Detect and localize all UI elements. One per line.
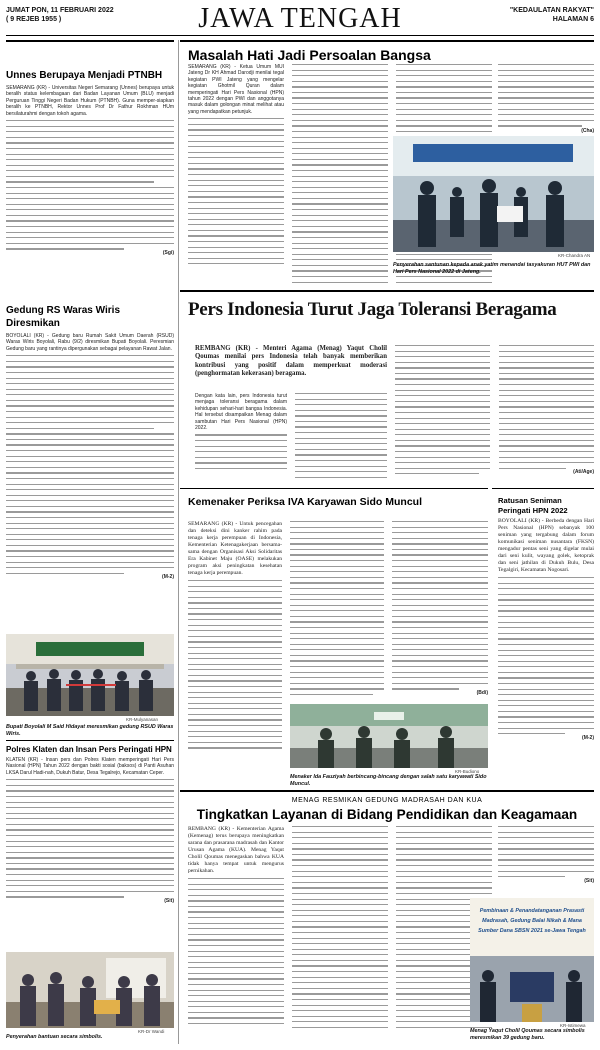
edition-lunar-date: ( 9 REJEB 1955 ) — [6, 16, 62, 23]
photo-rs-waras-wiris — [6, 634, 174, 716]
article-polres-klaten — [6, 740, 174, 904]
body-text-lines — [392, 521, 488, 690]
sido-muncul-col3 — [392, 521, 488, 701]
body-text-lines — [6, 779, 174, 897]
lead-unnes: SEMARANG (KR) - Universitas Negeri Semarang (Unnes) berupaya untuk beralih status kelembagaan dari Badan Layanan Umum (BLU) menjadi Perguruan Tinggi Negeri Badan Hukum (PTNBH). Guna memper-siapkan beralih ke PTNBH, Rektor Unnes Prof Dr Fathur Rokhman HUm bersilaturahmi dengan tokoh agama. — [6, 85, 174, 117]
body-text-lines — [188, 118, 284, 264]
santunan-photo — [393, 136, 594, 252]
photo-credit-sido-muncul: KR-Budiono — [455, 769, 480, 774]
photo-masalah-hati — [393, 136, 594, 252]
sign-sido-muncul: (Bdi) — [476, 689, 488, 696]
photo-credit-madrasah: KR-Istimewa — [560, 1023, 586, 1028]
section-title: JAWA TENGAH — [198, 3, 402, 34]
left-column — [6, 40, 174, 1044]
photo-credit-rs-waras-wiris: KR-Mulyanasan — [126, 717, 159, 722]
edition-date: JUMAT PON, 11 FEBRUARI 2022 — [6, 7, 114, 14]
banner-line-1: Pembinaan & Penandatanganan Prasasti — [479, 908, 585, 914]
article-masalah-hati — [180, 40, 594, 64]
body-text-lines — [295, 393, 387, 478]
photo-madrasah — [470, 898, 594, 1022]
lead-ratusan-seniman: BOYOLALI (KR) - Berbeda dengan Hari Pers Nasional (HPN) sebanyak 100 seniman yang tergabung dalam forum komunikasi seniman nusantara (FKSN) mengadur pentas seni yang digelar mulai dari seni kulit, wayang golek, ketoprak dan seni jathilan di Dukuh Bulu, Desa Tegalgiri, Kecamatan Nogosari. — [498, 518, 594, 573]
madrasah-col2 — [292, 826, 388, 1044]
headline-pers-indonesia: Pers Indonesia Turut Jaga Toleransi Beragama — [188, 299, 557, 320]
caption-madrasah: Menag Yaqut Cholil Qoumas secara simbolis meresmikan 39 gedung baru. — [470, 1028, 585, 1041]
newspaper-tagline: "KEDAULATAN RAKYAT" — [509, 7, 594, 14]
pers-indonesia-body — [195, 393, 387, 485]
sign-polres-klaten: (Sit) — [164, 897, 174, 904]
madrasah-col1 — [188, 826, 284, 1044]
ribbon-cutting-photo — [6, 634, 174, 716]
body-text-lines — [290, 521, 384, 695]
headline-unnes: Unnes Berupaya Menjadi PTNBH — [6, 70, 163, 81]
charity-handover-photo — [6, 952, 174, 1028]
body-text-lines — [499, 345, 594, 469]
caption-rs-waras-wiris: Bupati Boyolali M Said Hidayat meresmikan gedung RSUD Waras Wiris. — [6, 724, 174, 737]
article-unnes — [6, 40, 174, 256]
sign-masalah-hati: (Cha) — [581, 127, 594, 134]
masthead — [6, 2, 594, 36]
banner-line-2: Madrasah, Gedung Balai Nikah & Mana — [482, 918, 582, 924]
body-text-lines — [195, 434, 287, 469]
lead-masalah-hati: SEMARANG (KR) - Ketua Umum MUI Jateng Dr KH Ahmad Darodji menilai tegal kegiatan PWI Jateng yang mengelar kegiatan Ghotmil Quran dalam memperingati Hari Pers Nasional (HPN) tahun 2022 dengan PWI dan anggotanya masuk dalam golongan minat melihat atau yang mendapatkan petunjuk. — [188, 64, 284, 115]
sign-pers-indonesia: (Ati/Age) — [573, 469, 594, 476]
pers-indonesia-right — [395, 345, 594, 485]
article-madrasah — [180, 790, 594, 823]
photo-credit-polres-klaten: KR-Dr Wandi — [138, 1029, 165, 1034]
sign-ratusan-seniman: (M-2) — [582, 734, 594, 741]
sign-unnes: (Sgi) — [162, 249, 174, 256]
article-rs-waras-wiris — [6, 304, 174, 581]
body-text-lines — [292, 826, 388, 1028]
body-text-lines — [498, 577, 594, 734]
headline-rs-waras-wiris: Gedung RS Waras Wiris Diresmikan — [6, 305, 121, 329]
iva-checkup-photo — [290, 704, 488, 768]
photo-sido-muncul — [290, 704, 488, 768]
madrasah-col4 — [498, 826, 594, 894]
photo-credit-masalah-hati: KR-Chandra AN — [558, 253, 591, 258]
body-text-lines — [395, 345, 490, 474]
article-sido-muncul — [180, 488, 488, 509]
article-ratusan-seniman — [492, 488, 594, 489]
sign-madrasah: (Sit) — [584, 877, 594, 884]
banner-line-3: Sumber Dana SBSN 2021 se-Jawa Tengah — [478, 928, 586, 934]
headline-polres-klaten: Polres Klaten dan Insan Pers Peringati HPN — [6, 745, 172, 754]
body-text-lines — [188, 878, 284, 1024]
lead-rs-waras-wiris: BOYOLALI (KR) - Gedung baru Rumah Sakit Umum Daerah (RSUD) Waras Wiris Boyolali, Rabu (9/2) diresmikan Bupati Boyolali. Peresmian Gedung baru yang rantinya dipergunakan sebagai pelayanan Rawat Jalan. — [6, 333, 174, 352]
sido-muncul-col2 — [290, 521, 384, 701]
column-divider — [178, 40, 179, 1044]
body-pers-indonesia: Dengan kata lain, pers Indonesia turut menjaga toleransi beragama dalam kehidupan sehari-hari bangsa Indonesia. Hal tersebut disampaikan Menag dalam sambutan Hari Pers Nasional (HPN) 2022. — [195, 393, 287, 432]
body-text-lines — [292, 64, 388, 283]
caption-polres-klaten: Penyerahan bantuan secara simbolis. — [6, 1034, 103, 1040]
lead-madrasah: REMBANG (KR) - Kementerian Agama (Kemenag) terus berupaya meningkatkan sarana dan prasarana madrasah dan Kantor Urusan Agama (KUA). Menag Yaqut Cholil Qoumas menegaskan bahwa KUA tidak hanya tempat untuk mengurus pernikahan. — [188, 826, 284, 874]
lead-polres-klaten: KLATEN (KR) - Insan pers dan Polres Klaten memperingati Hari Pers Nasional (HPN) Tahun 2022 dengan bakti sosial (baksos) di Panti Asuhan LKSA Darul Hadi-nah, Dukuh Batur, Desa Tegalrejo, Kecamatan Ceper. — [6, 757, 174, 776]
caption-masalah-hati: Penyerahan santunan kepada anak yatim menandai tasyakuran HUT PWI dan Hari Pers Nasional 2022 di Jateng. — [393, 262, 591, 275]
kicker-madrasah: MENAG RESMIKAN GEDUNG MADRASAH DAN KUA — [291, 797, 483, 804]
headline-masalah-hati: Masalah Hati Jadi Persoalan Bangsa — [188, 47, 431, 63]
dek-pers-indonesia: REMBANG (KR) - Menteri Agama (Menag) Yaqut Cholil Qoumas menilai pers Indonesia telah banyak memberikan kontribusi yang positif dalam memperkuat moderasi (penghormatan kekerasan) beragama. — [195, 345, 387, 378]
masalah-hati-col4 — [498, 64, 594, 134]
page-number: HALAMAN 6 — [552, 16, 594, 23]
sido-muncul-col1 — [188, 521, 282, 784]
body-text-lines — [188, 580, 282, 749]
sign-rs-waras-wiris: (M-2) — [162, 574, 174, 581]
body-text-lines — [6, 355, 174, 574]
photo-polres-klaten — [6, 952, 174, 1028]
body-text-lines — [498, 826, 594, 877]
article-pers-indonesia — [180, 290, 594, 322]
masthead-right-block — [510, 6, 594, 24]
headline-ratusan-seniman: Ratusan Seniman Peringati HPN 2022 — [498, 496, 568, 515]
body-text-lines — [6, 120, 174, 249]
lead-sido-muncul: SEMARANG (KR) - Untuk pencegahan dan deteksi dini kanker rahim pada tenaga kerja perempuan di Indonesia, Kementerian Ketenagakerjaan bersama-sama dengan Organisasi Aksi Solidaritas Era Kabinet Maju (OASE) melakukan program aksi peningkatan kesehatan tenaga kerja perempuan. — [188, 521, 282, 576]
headline-sido-muncul: Kemenaker Periksa IVA Karyawan Sido Muncul — [188, 496, 423, 508]
banner-madrasah — [472, 906, 592, 936]
headline-madrasah: Tingkatkan Layanan di Bidang Pendidikan dan Keagamaan — [196, 807, 578, 822]
body-text-lines — [498, 64, 594, 127]
caption-sido-muncul: Menaker Ida Fauziyah berbincang-bincang dengan salah satu karyawati Sido Muncul. — [290, 774, 487, 787]
ratusan-seniman-body — [498, 518, 594, 788]
